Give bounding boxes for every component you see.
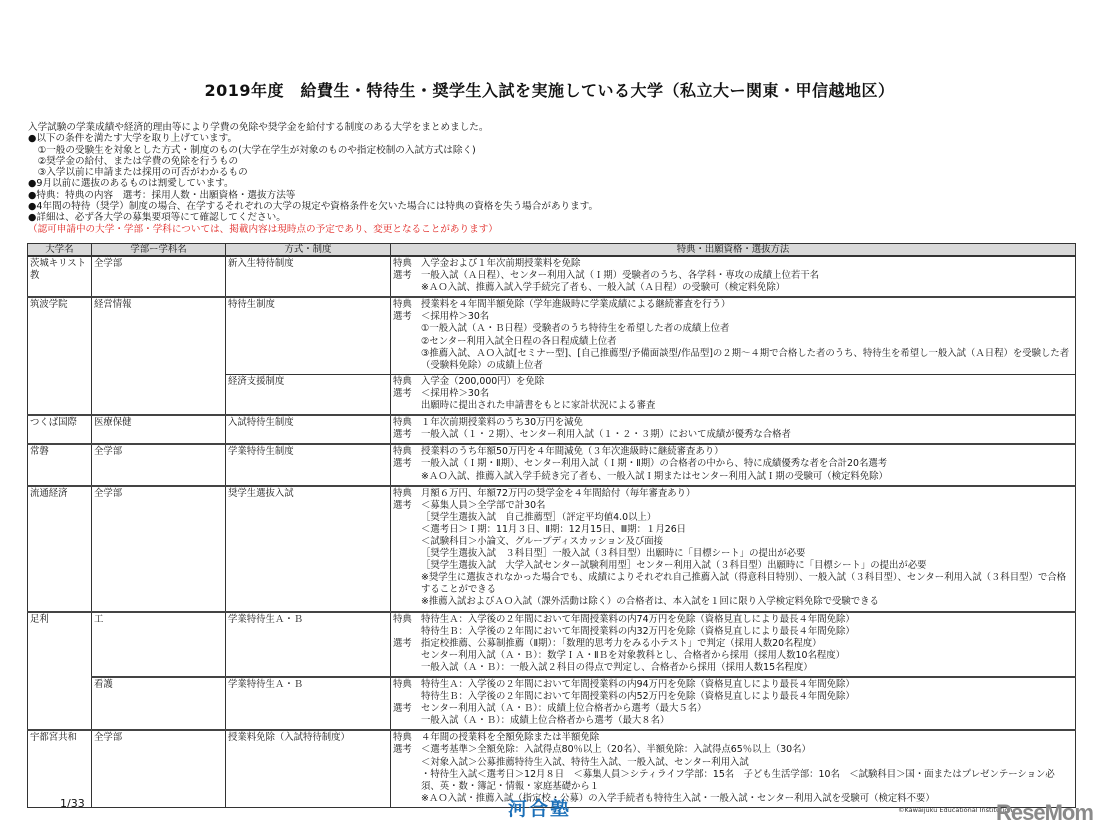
intro-line: 入学試験の学業成績や経済的理由等により学費の免除や奨学金を給付する制度のある大学をまとめました。 [28,122,489,133]
university-name: 足利 [28,612,92,731]
detail-line [393,703,1073,715]
detail-line [393,446,1073,458]
detail-line [393,560,1073,572]
detail-label: 選考 [393,458,412,470]
faculty-name: 全学部 [92,256,226,297]
detail-line [393,388,1073,400]
detail-text: ＜募集人員＞全学部で計30名 [421,499,546,511]
university-name: 茨城キリスト教 [28,256,92,297]
detail-line [393,458,1073,470]
method-name: 学業特待生制度 [226,444,391,485]
detail-text: 一般入試（Ａ・Ｂ）：成績上位合格者から選考（最大８名） [421,715,670,727]
detail-line [393,488,1073,500]
detail-label: 特典 [393,446,412,458]
details-cell [391,486,1076,612]
page-number: 1/33 [60,797,85,810]
detail-line [393,744,1073,756]
detail-label [393,336,421,348]
detail-text: ＜採用枠＞30名 [421,311,490,323]
detail-line [393,536,1073,548]
university-name: 筑波学院 [28,297,92,415]
intro-line: ③入学以前に申請または採用の可否がわかるもの [28,167,248,179]
detail-line [393,512,1073,524]
detail-line [393,376,1073,388]
university-name: つくば国際 [28,415,92,444]
intro-line: ●4年間の特待（奨学）制度の場合、在学するそれぞれの大学の規定や資格条件を欠いた場合には特典の資格を失う場合があります。 [28,201,599,213]
table-row [28,612,1076,677]
detail-label [393,793,421,805]
detail-line [393,400,1073,412]
detail-label [393,348,421,372]
method-name: 入試特待生制度 [226,415,391,444]
detail-line [393,638,1073,650]
method-name: 経済支援制度 [226,374,391,415]
detail-line [393,614,1073,626]
faculty-name: 工 [92,612,226,677]
detail-line [393,311,1073,323]
detail-line [393,282,1073,294]
header-faculty: 学部ー学科名 [92,244,226,257]
detail-text: 特待生Ｂ：入学後の２年間において年間授業料の内32万円を免除（資格見直しにより最長４年間免除） [421,625,855,637]
detail-line [393,679,1073,691]
detail-text: 入学金および１年次前期授業料を免除 [421,258,581,269]
method-name: 学業特待生Ａ・Ｂ [226,677,391,730]
header-details: 特典・出願資格・選抜方法 [391,244,1076,257]
intro-line: ●特典：特典の内容 選考：採用人数・出願資格・選抜方法等 [28,189,296,201]
intro-line: ②奨学金の給付、または学費の免除を行うもの [28,155,239,167]
detail-label: 特典 [393,487,412,499]
detail-text: 一般入試（１・２期）、センター利用入試（１・２・３期）において成績が優秀な合格者 [421,429,791,441]
detail-label: 特典 [393,679,412,690]
detail-text: 指定校推薦、公募制推薦（Ⅱ期）：「数理的思考力をみる小テスト」で判定（採用人数20名程度） [421,637,822,649]
faculty-name: 全学部 [92,730,226,807]
detail-text: ※推薦入試およびＡＯ入試（課外活動は除く）の合格者は、本入試を１回に限り入学検定料免除で受験できる [421,596,879,608]
detail-text: ４年間の授業料を全額免除または半額免除 [421,732,600,744]
method-name: 奨学生選抜入試 [226,486,391,612]
detail-label: 特典 [393,258,412,269]
detail-text: ※ＡＯ入試・推薦入試（指定校・公募）の入学手続者も特待生入試・一般入試・センター利用入試を受験可（検定料不要） [421,792,935,804]
detail-text: 特待生Ｂ：入学後の２年間において年間授業料の内52万円を免除（資格見直しにより最長４年間免除） [421,691,855,703]
detail-text: ①一般入試（Ａ・Ｂ日程）受験者のうち特待生を希望した者の成績上位者 [421,323,730,335]
table-row [28,444,1076,485]
detail-text: ※ＡＯ入試、推薦入試入学手続完了者も、一般入試（Ａ日程）の受験可（検定料免除） [421,282,786,294]
method-name: 学業特待生Ａ・Ｂ [226,612,391,677]
detail-label: 特典 [393,299,412,311]
detail-label: 選考 [393,499,412,511]
method-name: 授業料免除（入試特待制度） [226,730,391,807]
method-name: 特待生制度 [226,297,391,374]
intro-notes [28,122,598,235]
detail-label [393,536,421,548]
table-row [28,297,1076,374]
detail-text: センター利用入試（Ａ・Ｂ）：成績上位合格者から選考（最大５名） [421,703,707,715]
detail-line [393,524,1073,536]
detail-label: 選考 [393,311,412,323]
detail-label [393,572,421,596]
detail-label: 選考 [393,637,412,649]
detail-text: ［奨学生選抜入試 ３科目型］一般入試（３科目型）出願時に「目標シート」の提出が必要 [421,548,806,560]
detail-text: ＜採用枠＞30名 [421,387,490,399]
resemom-watermark: ReseMom [996,800,1093,825]
page-title: 2019年度 給費生・特待生・奨学生入試を実施している大学（私立大ー関東・甲信越地区） [204,81,895,100]
detail-label: 特典 [393,732,412,744]
detail-line [393,471,1073,483]
detail-label [393,650,421,662]
detail-label [393,596,421,608]
detail-line [393,336,1073,348]
detail-line [393,732,1073,744]
method-name: 新入生特待制度 [226,256,391,297]
detail-text: 一般入試（Ａ日程）、センター利用入試（Ｉ期）受験者のうち、各学科・専攻の成績上位若干名 [421,270,820,282]
table-header-row [28,244,1076,257]
detail-text: 特待生Ａ：入学後の２年間において年間授業料の内94万円を免除（資格見直しにより最長４年間免除） [421,679,855,690]
details-cell [391,415,1076,444]
detail-text: ［奨学生選抜入試 大学入試センター試験利用型］センター利用入試（３科目型）出願時に「目標シート」の提出が必要 [421,560,927,572]
detail-line [393,323,1073,335]
detail-line [393,500,1073,512]
intro-line: ①一般の受験生を対象とした方式・制度のもの(大学在学生が対象のものや指定校制の入試方式は除く) [28,144,476,156]
detail-line [393,258,1073,270]
detail-text: 授業料を４年間半額免除（学年進級時に学業成績による継続審査を行う） [421,299,731,311]
header-method: 方式・制度 [226,244,391,257]
copyright: ©Kawaijuku Educational Institution [898,806,1013,814]
detail-line [393,757,1073,769]
details-cell [391,677,1076,730]
detail-text: 特待生Ａ：入学後の２年間において年間授業料の内74万円を免除（資格見直しにより最長４年間免除） [421,613,855,625]
detail-line [393,348,1073,372]
detail-label [393,471,421,483]
detail-text: 入学金（200,000円）を免除 [421,375,545,387]
detail-label: 選考 [393,429,412,441]
faculty-name: 経営情報 [92,297,226,415]
detail-label: 選考 [393,744,412,756]
detail-line [393,662,1073,674]
detail-label [393,769,421,793]
detail-label [393,282,421,294]
detail-text: ③推薦入試、ＡＯ入試[セミナー型]、[自己推薦型/予備面談型/作品型]の２期～４期で合格した者のうち、特待生を希望し一般入試（Ａ日程）を受験した者（受験料免除）の成績上位者 [421,347,1070,371]
detail-text: １年次前期授業料のうち30万円を減免 [421,417,583,429]
detail-label: 特典 [393,417,412,429]
detail-line [393,650,1073,662]
detail-text: ［奨学生選抜入試 自己推薦型］（評定平均値4.0以上） [421,511,657,523]
detail-label [393,524,421,536]
kawaijuku-logo: 河合塾 [508,798,572,820]
detail-line [393,626,1073,638]
detail-text: 出願時に提出された申請書をもとに家計状況による審査 [421,400,656,412]
faculty-name: 全学部 [92,486,226,612]
faculty-name: 医療保健 [92,415,226,444]
detail-line [393,715,1073,727]
detail-label [393,691,421,703]
detail-label [393,512,421,524]
detail-text: ＜選考日＞Ｉ期：11月３日、Ⅱ期：12月15日、Ⅲ期：１月26日 [421,523,687,535]
scholarship-table [27,243,1076,808]
detail-label [393,548,421,560]
table-row [28,256,1076,297]
details-cell [391,730,1076,807]
details-cell [391,612,1076,677]
intro-line: ●9月以前に選抜のあるものは割愛しています。 [28,178,234,190]
detail-line [393,596,1073,608]
detail-text: 一般入試（Ｉ期・Ⅱ期）、センター利用入試（Ｉ期・Ⅱ期）の合格者の中から、特に成績優秀な者を合計20名選考 [421,458,888,470]
detail-label [393,400,421,412]
detail-label [393,626,421,638]
table-row [28,486,1076,612]
header-university: 大学名 [28,244,92,257]
detail-text: ＜対象入試＞公募推薦特待生入試、特待生入試、一般入試、センター利用入試 [421,756,749,768]
faculty-name: 看護 [92,677,226,730]
detail-text: ※奨学生に選抜されなかった場合でも、成績によりそれぞれ自己推薦入試（得意科目特別）、一般入試（３科目型）、センター利用入試（３科目型）で合格することができる [421,572,1066,596]
table-row [28,677,1076,730]
detail-text: 授業料のうち年額50万円を４年間減免（３年次進級時に継続審査あり） [421,446,724,458]
detail-text: 一般入試（Ａ・Ｂ）：一般入試２科目の得点で判定し、合格者から採用（採用人数15名程度） [421,661,813,673]
intro-line: ●以下の条件を満たす大学を取り上げています。 [28,133,238,145]
detail-text: ※ＡＯ入試、推薦入試入学手続き完了者も、一般入試Ｉ期またはセンター利用入試Ｉ期の受験可（検定料免除） [421,470,888,482]
detail-label [393,715,421,727]
university-name: 宇都宮共和 [28,730,92,807]
detail-text: ・特待生入試＜選考日＞12月８日 ＜募集人員＞シティライフ学部：15名 子ども生活学部：10名 ＜試験科目＞国・面またはプレゼンテーション必須、英・数・簿記・情報・家庭基礎から１ [421,768,1055,792]
university-name: 常磐 [28,444,92,485]
detail-line [393,691,1073,703]
detail-line [393,572,1073,596]
table-row [28,415,1076,444]
detail-line [393,769,1073,793]
detail-label [393,757,421,769]
detail-text: ＜試験科目＞小論文、グループディスカッション及び面接 [421,535,663,547]
detail-line [393,270,1073,282]
details-cell [391,297,1076,374]
detail-line [393,793,1073,805]
detail-line [393,548,1073,560]
details-cell [391,444,1076,485]
detail-line [393,299,1073,311]
detail-text: ②センター利用入試全日程の各日程成績上位者 [421,335,617,347]
details-cell [391,374,1076,415]
detail-label [393,323,421,335]
intro-line: ●詳細は、必ず各大学の募集要項等にて確認してください。 [28,212,286,224]
intro-red-note: （認可申請中の大学・学部・学科については、掲載内容は現時点の予定であり、変更となることがあります） [28,223,498,235]
details-cell [391,256,1076,297]
detail-text: センター利用入試（Ａ・Ｂ）：数学ＩＡ・ⅡＢを対象教科とし、合格者から採用（採用人数10名程度） [421,649,845,661]
detail-label [393,662,421,674]
detail-label: 選考 [393,387,412,399]
detail-text: 月額６万円、年額72万円の奨学金を４年間給付（毎年審査あり） [421,487,696,499]
detail-line [393,429,1073,441]
detail-label: 特典 [393,375,412,387]
detail-text: ＜選考基準＞全額免除：入試得点80％以上（20名）、半額免除：入試得点65％以上（30名） [421,744,811,756]
detail-label: 選考 [393,703,412,715]
detail-label [393,560,421,572]
faculty-name: 全学部 [92,444,226,485]
detail-label: 特典 [393,613,412,625]
university-name: 流通経済 [28,486,92,612]
detail-label: 選考 [393,270,412,282]
detail-line [393,417,1073,429]
